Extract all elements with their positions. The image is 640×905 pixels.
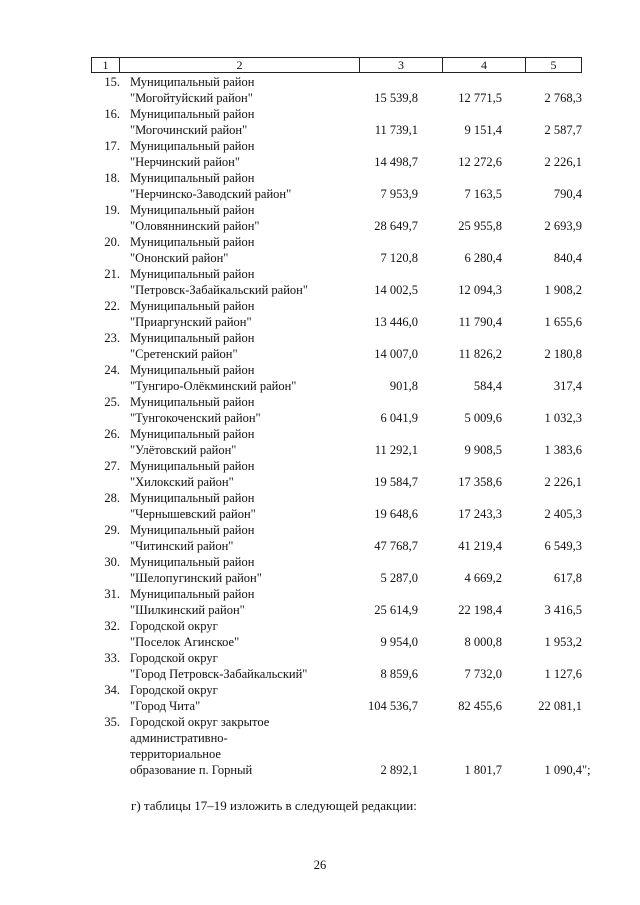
value-col-4 bbox=[420, 250, 502, 266]
value-col-5 bbox=[510, 90, 582, 106]
value-col-5 bbox=[510, 154, 582, 170]
value-col-5-text: 2 693,9 bbox=[544, 219, 582, 233]
row-name-line: "Хилокский район" bbox=[130, 475, 234, 489]
row-name-line: Муниципальный район bbox=[130, 267, 255, 281]
table-row bbox=[0, 106, 640, 138]
row-name bbox=[130, 106, 350, 138]
row-number: 23. bbox=[104, 331, 120, 345]
table-row bbox=[0, 426, 640, 458]
row-name bbox=[130, 554, 350, 586]
value-col-5 bbox=[510, 666, 582, 682]
value-col-4 bbox=[420, 634, 502, 650]
value-col-5-text: 1 953,2 bbox=[544, 635, 582, 649]
value-col-4-text: 12 094,3 bbox=[458, 283, 502, 297]
value-col-3 bbox=[340, 762, 418, 778]
row-number: 33. bbox=[104, 651, 120, 665]
value-col-5-text: 2 405,3 bbox=[544, 507, 582, 521]
row-number: 20. bbox=[104, 235, 120, 249]
table-row bbox=[0, 394, 640, 426]
value-col-4 bbox=[420, 602, 502, 618]
value-col-4-text: 9 908,5 bbox=[464, 443, 502, 457]
value-col-5-text: 2 180,8 bbox=[544, 347, 582, 361]
row-number: 24. bbox=[104, 363, 120, 377]
row-name bbox=[130, 362, 350, 394]
value-col-3-text: 14 002,5 bbox=[374, 283, 418, 297]
table-row bbox=[0, 362, 640, 394]
value-col-3-text: 7 120,8 bbox=[380, 251, 418, 265]
value-col-3-text: 8 859,6 bbox=[380, 667, 418, 681]
row-name-line: Городской округ bbox=[130, 683, 218, 697]
value-col-3 bbox=[340, 538, 418, 554]
value-col-5 bbox=[510, 410, 582, 426]
value-col-5-text: 2 226,1 bbox=[544, 155, 582, 169]
value-col-5-text: 1 127,6 bbox=[544, 667, 582, 681]
value-col-4 bbox=[420, 90, 502, 106]
value-col-3-text: 104 536,7 bbox=[368, 699, 418, 713]
value-col-4 bbox=[420, 762, 502, 778]
value-col-3 bbox=[340, 634, 418, 650]
instruction-text: г) таблицы 17–19 изложить в следующей редакции: bbox=[131, 798, 417, 813]
row-number: 34. bbox=[104, 683, 120, 697]
value-col-3 bbox=[340, 314, 418, 330]
table-row bbox=[0, 682, 640, 714]
value-col-4 bbox=[420, 570, 502, 586]
row-number: 25. bbox=[104, 395, 120, 409]
row-name-line: Городской округ закрытое bbox=[130, 715, 270, 729]
value-col-5-text: 2 226,1 bbox=[544, 475, 582, 489]
value-col-3 bbox=[340, 378, 418, 394]
value-col-3-text: 28 649,7 bbox=[374, 219, 418, 233]
value-col-4-text: 11 826,2 bbox=[458, 347, 502, 361]
row-name bbox=[130, 682, 350, 714]
value-col-3 bbox=[340, 506, 418, 522]
row-name bbox=[130, 618, 350, 650]
value-col-3-text: 13 446,0 bbox=[374, 315, 418, 329]
row-name-line: Муниципальный район bbox=[130, 171, 255, 185]
value-col-4 bbox=[420, 442, 502, 458]
row-number: 15. bbox=[104, 75, 120, 89]
value-col-3 bbox=[340, 442, 418, 458]
row-name-line: "Могочинский район" bbox=[130, 123, 248, 137]
value-col-4 bbox=[420, 314, 502, 330]
table-row bbox=[0, 618, 640, 650]
row-name-line: Муниципальный район bbox=[130, 331, 255, 345]
value-col-5 bbox=[510, 634, 582, 650]
row-name-line: образование п. Горный bbox=[130, 763, 253, 777]
value-col-3-text: 19 584,7 bbox=[374, 475, 418, 489]
value-col-3 bbox=[340, 186, 418, 202]
table-header-row bbox=[91, 57, 582, 73]
row-number: 17. bbox=[104, 139, 120, 153]
row-name-line: Муниципальный район bbox=[130, 235, 255, 249]
value-col-4-text: 7 163,5 bbox=[464, 187, 502, 201]
row-name-line: "Могойтуйский район" bbox=[130, 91, 253, 105]
row-name-line: "Город Чита" bbox=[130, 699, 201, 713]
value-col-4 bbox=[420, 698, 502, 714]
value-col-5 bbox=[510, 762, 591, 778]
row-name bbox=[130, 234, 350, 266]
row-name bbox=[130, 426, 350, 458]
value-col-4 bbox=[420, 346, 502, 362]
value-col-3 bbox=[340, 410, 418, 426]
row-name-line: Муниципальный район bbox=[130, 427, 255, 441]
table-row bbox=[0, 234, 640, 266]
row-number: 21. bbox=[104, 267, 120, 281]
value-col-4 bbox=[420, 154, 502, 170]
value-col-4-text: 12 272,6 bbox=[458, 155, 502, 169]
table-row bbox=[0, 554, 640, 586]
row-name-line: "Чернышевский район" bbox=[130, 507, 256, 521]
row-name bbox=[130, 394, 350, 426]
value-col-4-text: 6 280,4 bbox=[464, 251, 502, 265]
row-name-line: Муниципальный район bbox=[130, 299, 255, 313]
value-col-3-text: 5 287,0 bbox=[380, 571, 418, 585]
value-col-4 bbox=[420, 282, 502, 298]
row-name-line: Муниципальный район bbox=[130, 459, 255, 473]
row-number: 30. bbox=[104, 555, 120, 569]
value-col-3-text: 15 539,8 bbox=[374, 91, 418, 105]
value-col-4 bbox=[420, 506, 502, 522]
row-name-line: "Город Петровск-Забайкальский" bbox=[130, 667, 308, 681]
value-col-3 bbox=[340, 666, 418, 682]
value-col-5-text: 1 032,3 bbox=[544, 411, 582, 425]
closing-quote: "; bbox=[582, 763, 591, 777]
value-col-4-text: 12 771,5 bbox=[458, 91, 502, 105]
value-col-4-text: 82 455,6 bbox=[458, 699, 502, 713]
row-name bbox=[130, 714, 350, 778]
value-col-5 bbox=[510, 250, 582, 266]
row-number: 29. bbox=[104, 523, 120, 537]
row-number: 35. bbox=[104, 715, 120, 729]
table-row bbox=[0, 298, 640, 330]
value-col-4-text: 1 801,7 bbox=[464, 763, 502, 777]
value-col-3-text: 901,8 bbox=[389, 379, 418, 393]
value-col-5 bbox=[510, 346, 582, 362]
table-row bbox=[0, 138, 640, 170]
value-col-4-text: 17 358,6 bbox=[458, 475, 502, 489]
header-col-4: 4 bbox=[443, 58, 526, 72]
value-col-5-text: 2 768,3 bbox=[544, 91, 582, 105]
table-row bbox=[0, 650, 640, 682]
value-col-5 bbox=[510, 378, 582, 394]
row-name-line: "Нерчинский район" bbox=[130, 155, 240, 169]
value-col-5-text: 790,4 bbox=[553, 187, 582, 201]
row-name bbox=[130, 330, 350, 362]
page-number: 26 bbox=[313, 858, 327, 872]
value-col-5-text: 1 908,2 bbox=[544, 283, 582, 297]
row-name-line: "Шилкинский район" bbox=[130, 603, 245, 617]
value-col-5-text: 617,8 bbox=[553, 571, 582, 585]
row-name-line: Муниципальный район bbox=[130, 363, 255, 377]
value-col-4 bbox=[420, 474, 502, 490]
row-name-line: "Петровск-Забайкальский район" bbox=[130, 283, 308, 297]
value-col-4-text: 7 732,0 bbox=[464, 667, 502, 681]
value-col-3 bbox=[340, 346, 418, 362]
row-name-line: "Тунгиро-Олёкминский район" bbox=[130, 379, 297, 393]
row-name-line: "Ононский район" bbox=[130, 251, 229, 265]
value-col-4 bbox=[420, 122, 502, 138]
value-col-5 bbox=[510, 186, 582, 202]
row-name bbox=[130, 74, 350, 106]
row-number: 32. bbox=[104, 619, 120, 633]
table-row bbox=[0, 458, 640, 490]
row-name-line: "Нерчинско-Заводский район" bbox=[130, 187, 292, 201]
value-col-4-text: 11 790,4 bbox=[458, 315, 502, 329]
value-col-5-text: 840,4 bbox=[553, 251, 582, 265]
row-name bbox=[130, 586, 350, 618]
row-name-line: Муниципальный район bbox=[130, 523, 255, 537]
value-col-5 bbox=[510, 282, 582, 298]
value-col-3 bbox=[340, 698, 418, 714]
table-row bbox=[0, 202, 640, 234]
row-name-line: "Тунгокоченский район" bbox=[130, 411, 261, 425]
table-row bbox=[0, 74, 640, 106]
header-col-5: 5 bbox=[550, 58, 557, 72]
row-name bbox=[130, 266, 350, 298]
row-name-line: Муниципальный район bbox=[130, 395, 255, 409]
row-name-line: "Улётовский район" bbox=[130, 443, 237, 457]
row-name-line: "Сретенский район" bbox=[130, 347, 238, 361]
value-col-4 bbox=[420, 186, 502, 202]
row-number: 31. bbox=[104, 587, 120, 601]
row-name-line: Муниципальный район bbox=[130, 587, 255, 601]
row-number: 26. bbox=[104, 427, 120, 441]
row-name-line: "Поселок Агинское" bbox=[130, 635, 240, 649]
row-name-line: Муниципальный район bbox=[130, 107, 255, 121]
row-name-line: "Оловяннинский район" bbox=[130, 219, 260, 233]
value-col-3 bbox=[340, 474, 418, 490]
value-col-5-text: 1 383,6 bbox=[544, 443, 582, 457]
value-col-3-text: 11 292,1 bbox=[374, 443, 418, 457]
value-col-4-text: 8 000,8 bbox=[464, 635, 502, 649]
value-col-4-text: 17 243,3 bbox=[458, 507, 502, 521]
row-number: 19. bbox=[104, 203, 120, 217]
value-col-3-text: 11 739,1 bbox=[374, 123, 418, 137]
row-name bbox=[130, 458, 350, 490]
value-col-5 bbox=[510, 602, 582, 618]
value-col-3 bbox=[340, 250, 418, 266]
row-name-line: Муниципальный район bbox=[130, 75, 255, 89]
value-col-5 bbox=[510, 698, 582, 714]
value-col-4-text: 41 219,4 bbox=[458, 539, 502, 553]
value-col-3-text: 14 007,0 bbox=[374, 347, 418, 361]
value-col-5 bbox=[510, 506, 582, 522]
row-name-line: Муниципальный район bbox=[130, 555, 255, 569]
row-name bbox=[130, 650, 350, 682]
value-col-5 bbox=[510, 218, 582, 234]
value-col-5 bbox=[510, 538, 582, 554]
value-col-3-text: 9 954,0 bbox=[380, 635, 418, 649]
value-col-4 bbox=[420, 378, 502, 394]
value-col-4 bbox=[420, 666, 502, 682]
row-name-line: Городской округ bbox=[130, 619, 218, 633]
table-row bbox=[0, 330, 640, 362]
value-col-5-text: 1 090,4 bbox=[544, 763, 582, 777]
value-col-5-text: 2 587,7 bbox=[544, 123, 582, 137]
row-name-line: территориальное bbox=[130, 747, 221, 761]
value-col-4 bbox=[420, 218, 502, 234]
row-name bbox=[130, 138, 350, 170]
table-row bbox=[0, 490, 640, 522]
row-number: 28. bbox=[104, 491, 120, 505]
value-col-3-text: 19 648,6 bbox=[374, 507, 418, 521]
value-col-5-text: 22 081,1 bbox=[538, 699, 582, 713]
row-number: 27. bbox=[104, 459, 120, 473]
table-row bbox=[0, 586, 640, 618]
row-name-line: административно- bbox=[130, 731, 228, 745]
value-col-4 bbox=[420, 538, 502, 554]
value-col-5 bbox=[510, 314, 582, 330]
value-col-4-text: 584,4 bbox=[473, 379, 502, 393]
table-row bbox=[0, 714, 640, 778]
value-col-4-text: 22 198,4 bbox=[458, 603, 502, 617]
header-col-2: 2 bbox=[120, 58, 360, 72]
value-col-5-text: 317,4 bbox=[553, 379, 582, 393]
value-col-3 bbox=[340, 122, 418, 138]
value-col-4-text: 5 009,6 bbox=[464, 411, 502, 425]
table-row bbox=[0, 170, 640, 202]
value-col-4-text: 4 669,2 bbox=[464, 571, 502, 585]
value-col-5-text: 6 549,3 bbox=[544, 539, 582, 553]
value-col-3 bbox=[340, 282, 418, 298]
value-col-5 bbox=[510, 474, 582, 490]
row-name bbox=[130, 298, 350, 330]
value-col-5-text: 3 416,5 bbox=[544, 603, 582, 617]
value-col-3 bbox=[340, 602, 418, 618]
row-name bbox=[130, 170, 350, 202]
value-col-3-text: 6 041,9 bbox=[380, 411, 418, 425]
value-col-3-text: 14 498,7 bbox=[374, 155, 418, 169]
row-name-line: Муниципальный район bbox=[130, 203, 255, 217]
row-name-line: "Приаргунский район" bbox=[130, 315, 252, 329]
value-col-3 bbox=[340, 154, 418, 170]
value-col-3 bbox=[340, 570, 418, 586]
row-name bbox=[130, 490, 350, 522]
row-number: 16. bbox=[104, 107, 120, 121]
row-name-line: Муниципальный район bbox=[130, 491, 255, 505]
value-col-3 bbox=[340, 218, 418, 234]
row-name-line: "Читинский район" bbox=[130, 539, 234, 553]
value-col-3-text: 2 892,1 bbox=[380, 763, 418, 777]
table-row bbox=[0, 522, 640, 554]
value-col-4-text: 25 955,8 bbox=[458, 219, 502, 233]
value-col-5-text: 1 655,6 bbox=[544, 315, 582, 329]
row-number: 18. bbox=[104, 171, 120, 185]
row-name-line: Городской округ bbox=[130, 651, 218, 665]
value-col-3-text: 47 768,7 bbox=[374, 539, 418, 553]
value-col-5 bbox=[510, 122, 582, 138]
value-col-5 bbox=[510, 570, 582, 586]
row-number: 22. bbox=[104, 299, 120, 313]
value-col-4 bbox=[420, 410, 502, 426]
value-col-3-text: 7 953,9 bbox=[380, 187, 418, 201]
row-name bbox=[130, 202, 350, 234]
header-col-1: 1 bbox=[92, 58, 120, 72]
table-row bbox=[0, 266, 640, 298]
value-col-4-text: 9 151,4 bbox=[464, 123, 502, 137]
header-col-3: 3 bbox=[360, 58, 443, 72]
row-name-line: "Шелопугинский район" bbox=[130, 571, 262, 585]
row-name bbox=[130, 522, 350, 554]
value-col-3-text: 25 614,9 bbox=[374, 603, 418, 617]
row-name-line: Муниципальный район bbox=[130, 139, 255, 153]
value-col-3 bbox=[340, 90, 418, 106]
value-col-5 bbox=[510, 442, 582, 458]
